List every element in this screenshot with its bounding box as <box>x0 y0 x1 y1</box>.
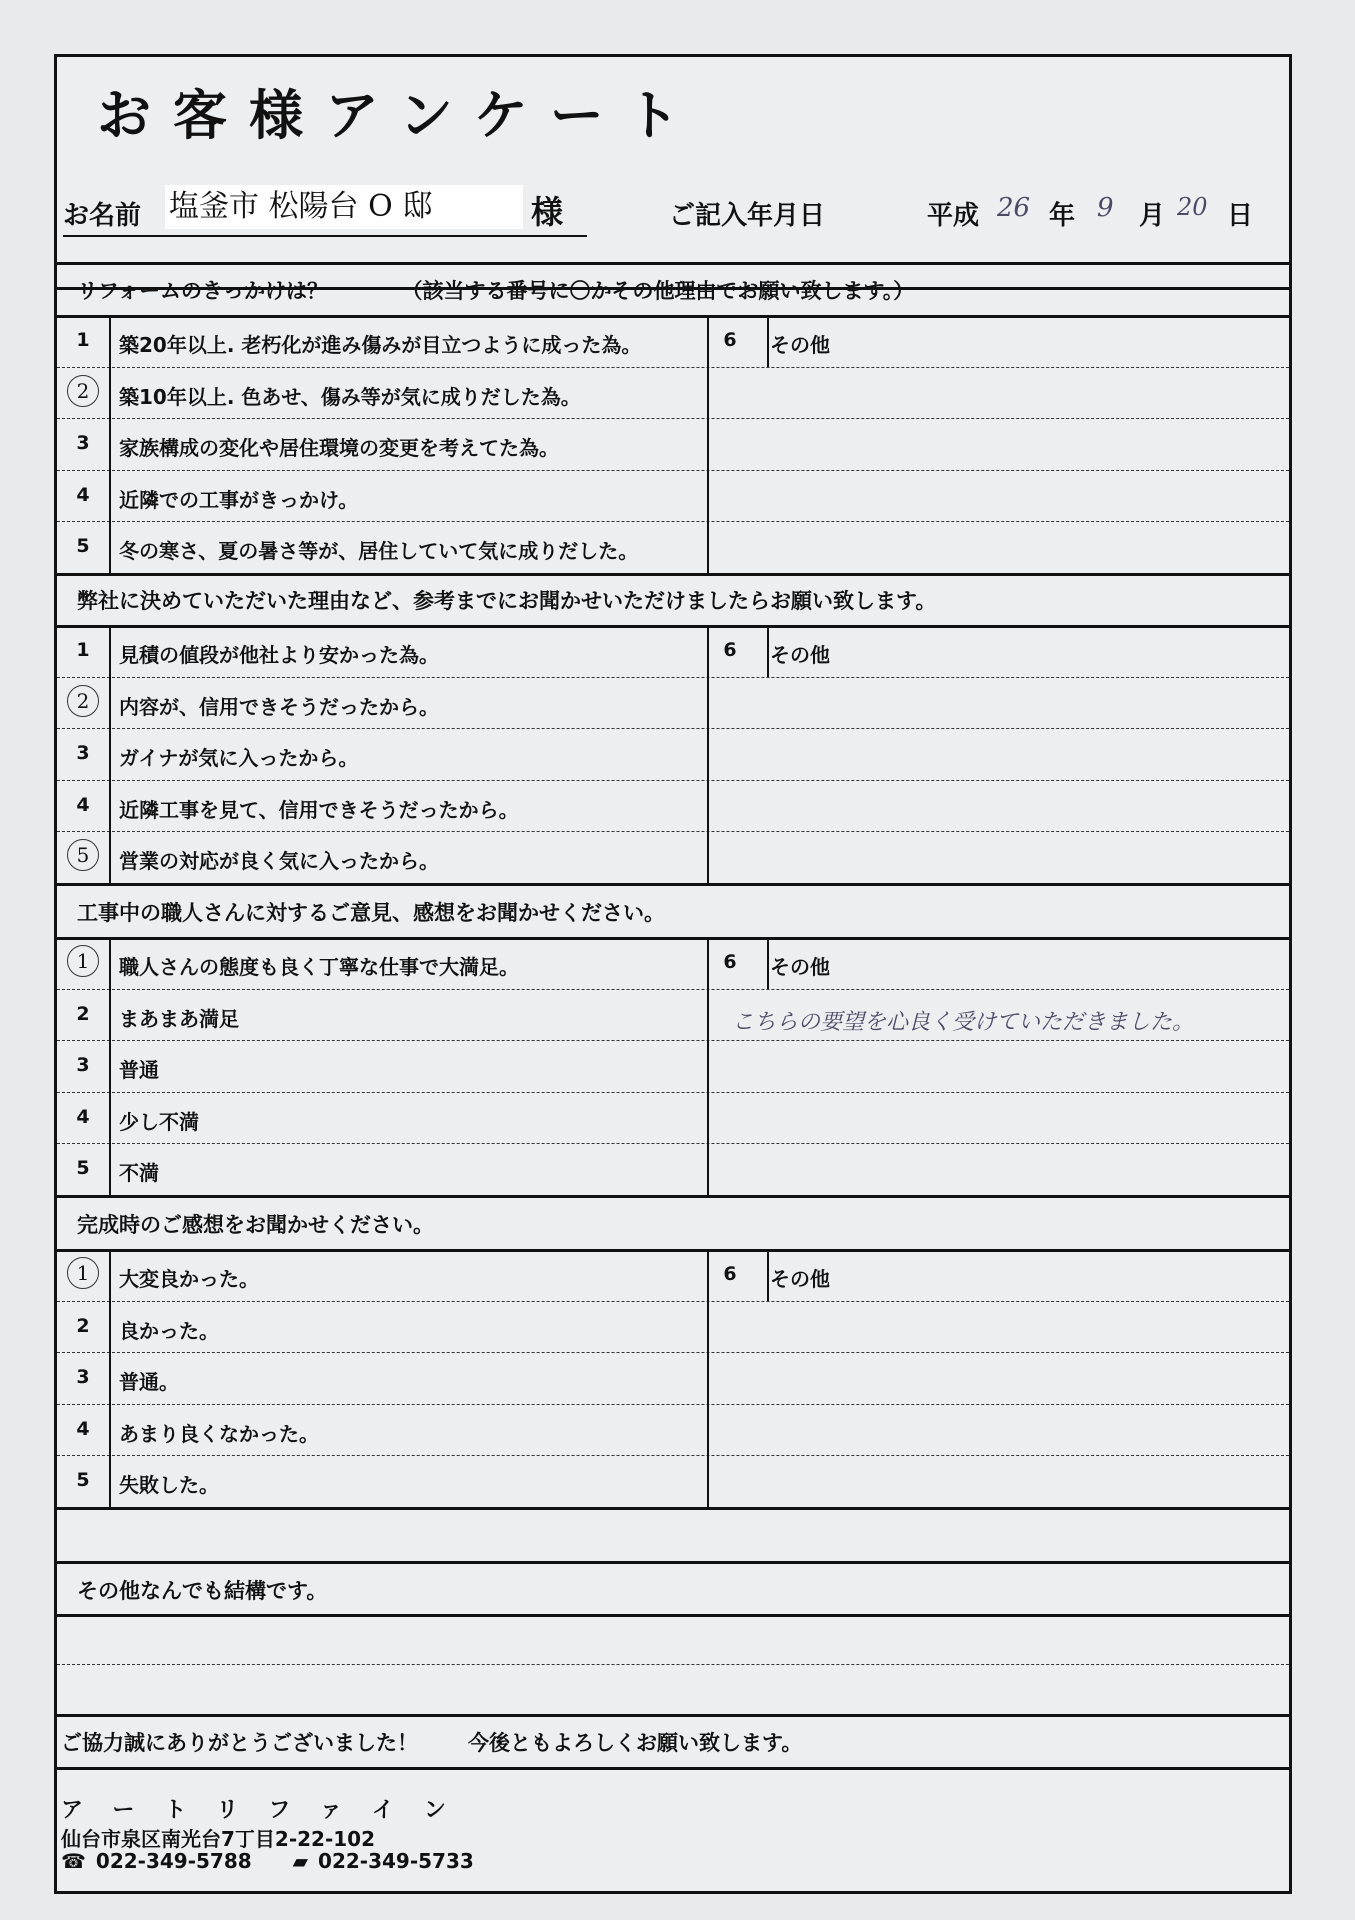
divider <box>57 1507 1289 1510</box>
option-text: あまり良くなかった。 <box>119 1421 319 1446</box>
option-text: 良かった。 <box>119 1318 219 1343</box>
date-day-field[interactable]: 20 <box>1177 193 1208 221</box>
row-divider <box>57 418 1289 419</box>
option-text: 見積の値段が他社より安かった為。 <box>119 643 439 667</box>
option-text: ガイナが気に入ったから。 <box>119 746 359 771</box>
other-label: その他 <box>770 333 830 357</box>
thanks-text: ご協力誠にありがとうございました！ <box>61 1731 418 1755</box>
option-text: まあまあ満足 <box>119 1006 239 1031</box>
row-divider <box>57 367 1289 368</box>
column-divider <box>767 315 769 367</box>
option-text: 冬の寒さ、夏の暑さ等が、居住していて気に成りだした。 <box>119 539 639 564</box>
other-label: その他 <box>770 955 830 979</box>
column-divider <box>109 1249 111 1507</box>
closing-text: 今後ともよろしくお願い致します。 <box>468 1731 803 1755</box>
date-year-field[interactable]: 26 <box>997 193 1031 223</box>
divider <box>57 883 1289 886</box>
divider <box>57 1714 1289 1717</box>
row-divider <box>57 470 1289 471</box>
option-text: 不満 <box>119 1161 159 1186</box>
divider <box>57 1561 1289 1564</box>
option-text: 普通 <box>119 1058 159 1083</box>
other-comment[interactable]: こちらの要望を心良く受けていただきました。 <box>732 1009 1195 1035</box>
fax-icon: ▰ <box>292 1849 309 1873</box>
row-divider <box>57 989 1289 990</box>
fax-number: 022-349-5733 <box>318 1849 474 1873</box>
option-text: 近隣での工事がきっかけ。 <box>119 487 359 512</box>
other-number[interactable]: 6 <box>723 951 737 973</box>
row-divider <box>57 780 1289 781</box>
divider <box>57 315 1289 318</box>
row-divider <box>57 521 1289 522</box>
row-divider <box>57 1404 1289 1405</box>
option-number[interactable] <box>57 685 109 717</box>
date-month-field[interactable]: 9 <box>1097 193 1114 223</box>
option-number[interactable]: 5 <box>76 1157 90 1180</box>
circled-number-mark: 2 <box>67 375 99 407</box>
column-divider <box>707 937 709 1195</box>
date-era: 平成 <box>927 201 980 231</box>
option-number[interactable]: 3 <box>76 742 90 765</box>
column-divider <box>767 1249 769 1301</box>
section-header: 工事中の職人さんに対するご意見、感想をお聞かせください。 <box>77 901 665 925</box>
column-divider <box>109 625 111 883</box>
name-field[interactable]: 塩釜市 松陽台 O 邸 <box>165 185 523 229</box>
name-date-row <box>57 179 1289 243</box>
option-number[interactable]: 4 <box>76 1105 90 1128</box>
circled-number-mark: 2 <box>67 685 99 717</box>
row-divider <box>57 831 1289 832</box>
circled-number-mark: 5 <box>67 839 99 871</box>
company-name: アートリファイン <box>61 1798 476 1823</box>
option-number[interactable]: 3 <box>76 1366 90 1389</box>
date-month-unit: 月 <box>1139 201 1166 231</box>
option-text: 職人さんの態度も良く丁寧な仕事で大満足。 <box>119 955 519 979</box>
divider <box>57 625 1289 628</box>
page-title: お客様アンケート <box>97 84 702 147</box>
option-number[interactable]: 3 <box>76 432 90 455</box>
date-day-unit: 日 <box>1227 201 1254 231</box>
row-divider <box>57 1455 1289 1456</box>
phone-icon: ☎ <box>61 1849 86 1873</box>
column-divider <box>109 315 111 573</box>
option-number[interactable]: 2 <box>76 1314 90 1337</box>
option-number[interactable]: 5 <box>76 535 90 558</box>
other-label: その他 <box>770 643 830 667</box>
option-text: 普通。 <box>119 1370 179 1395</box>
option-number[interactable]: 1 <box>76 329 90 351</box>
column-divider <box>109 937 111 1195</box>
date-year-unit: 年 <box>1049 201 1076 231</box>
option-number[interactable]: 4 <box>76 483 90 506</box>
divider <box>57 1249 1289 1252</box>
divider <box>57 262 1289 265</box>
option-text: 築20年以上. 老朽化が進み傷みが目立つように成った為。 <box>119 333 642 357</box>
column-divider <box>707 1249 709 1507</box>
thanks-message <box>61 1727 802 1757</box>
company-address: 仙台市泉区南光台7丁目2-22-102 <box>61 1827 376 1851</box>
date-label: ご記入年月日 <box>669 201 826 231</box>
row-divider <box>57 1092 1289 1093</box>
divider <box>57 1614 1289 1617</box>
other-number[interactable]: 6 <box>723 639 737 661</box>
row-divider <box>57 1040 1289 1041</box>
option-text: 内容が、信用できそうだったから。 <box>119 694 439 719</box>
option-number[interactable]: 4 <box>76 1417 90 1440</box>
option-text: 失敗した。 <box>119 1473 219 1498</box>
divider <box>57 1767 1289 1770</box>
row-divider <box>57 1143 1289 1144</box>
circled-number-mark: 1 <box>67 945 99 977</box>
circled-number-mark: 1 <box>67 1257 99 1289</box>
option-text: 近隣工事を見て、信用できそうだったから。 <box>119 797 519 822</box>
name-suffix: 様 <box>531 193 564 231</box>
option-number[interactable]: 2 <box>76 1002 90 1025</box>
tel-number: 022-349-5788 <box>95 1849 252 1873</box>
section-header: リフォームのきっかけは？ （該当する番号に〇かその他理由でお願い致します。） <box>77 279 915 303</box>
survey-sheet <box>54 54 1292 1894</box>
row-divider <box>57 677 1289 678</box>
option-number[interactable]: 4 <box>76 793 90 816</box>
option-number[interactable]: 1 <box>76 639 90 661</box>
section-header: 弊社に決めていただいた理由など、参考までにお聞かせいただけましたらお願い致します。 <box>77 589 937 613</box>
section-header: 完成時のご感想をお聞かせください。 <box>77 1213 434 1237</box>
other-label: その他 <box>770 1267 830 1291</box>
option-text: 家族構成の変化や居住環境の変更を考えてた為。 <box>119 436 559 461</box>
column-divider <box>707 315 709 573</box>
divider <box>57 1195 1289 1198</box>
contact-line <box>61 1849 474 1873</box>
free-comment-header: その他なんでも結構です。 <box>77 1579 328 1603</box>
option-number[interactable] <box>57 839 109 871</box>
comment-line[interactable] <box>57 1664 1289 1665</box>
option-number[interactable]: 5 <box>76 1469 90 1492</box>
column-divider <box>767 625 769 677</box>
option-text: 少し不満 <box>119 1109 199 1134</box>
name-label: お名前 <box>63 201 142 231</box>
divider <box>57 937 1289 940</box>
other-number[interactable]: 6 <box>723 1263 737 1285</box>
column-divider <box>707 625 709 883</box>
option-text: 営業の対応が良く気に入ったから。 <box>119 849 439 874</box>
option-text: 大変良かった。 <box>119 1267 259 1291</box>
option-number[interactable] <box>57 1257 109 1289</box>
name-underline <box>63 235 587 237</box>
divider <box>57 573 1289 576</box>
column-divider <box>767 937 769 989</box>
option-number[interactable] <box>57 375 109 407</box>
option-number[interactable] <box>57 945 109 977</box>
row-divider <box>57 1301 1289 1302</box>
option-number[interactable]: 3 <box>76 1054 90 1077</box>
row-divider <box>57 1352 1289 1353</box>
option-text: 築10年以上. 色あせ、傷み等が気に成りだした為。 <box>119 384 581 409</box>
other-number[interactable]: 6 <box>723 329 737 351</box>
row-divider <box>57 728 1289 729</box>
